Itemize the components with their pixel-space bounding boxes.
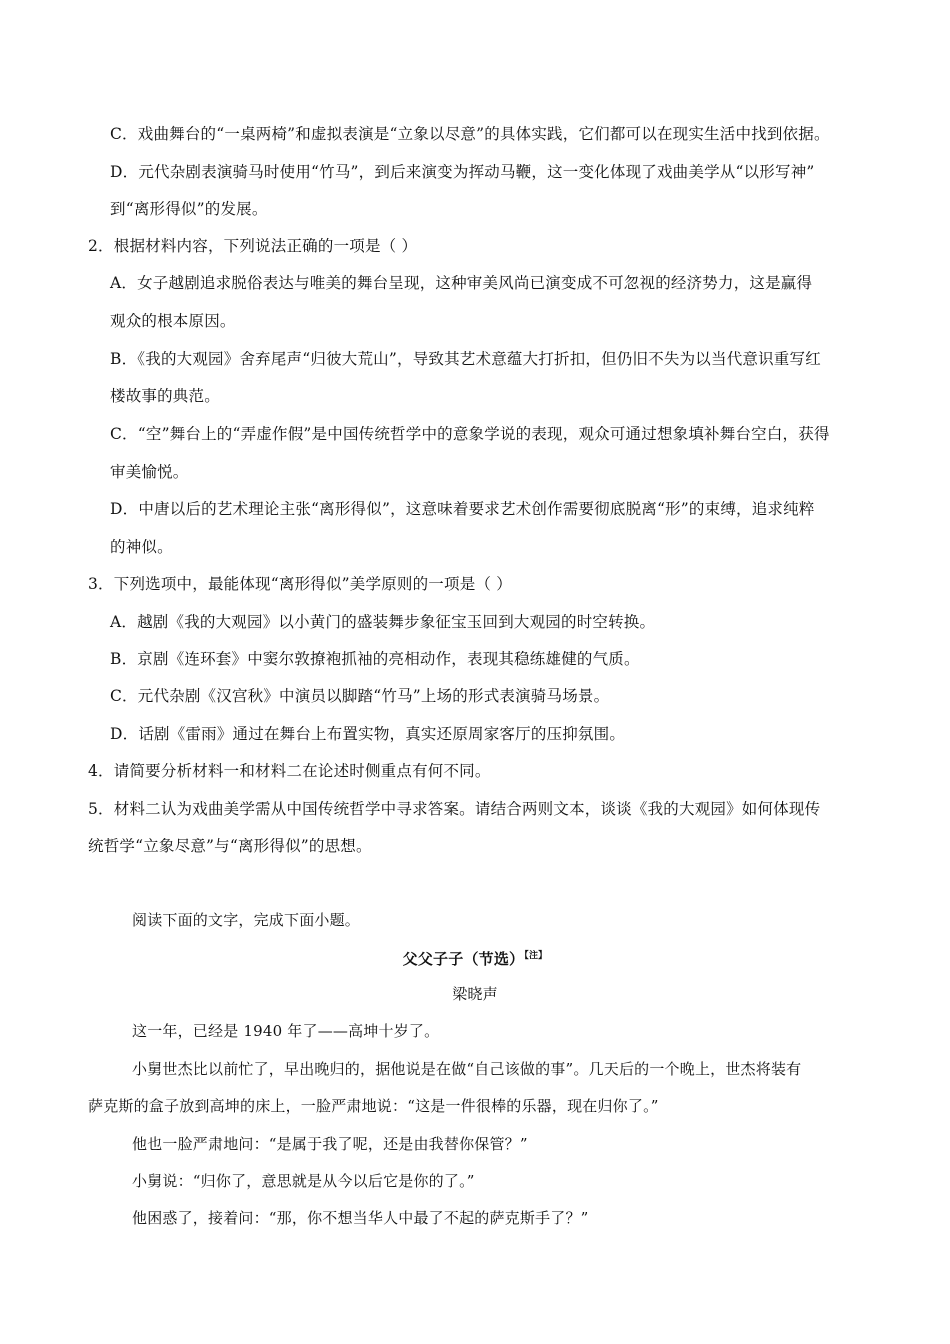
q5-stem-line2: 统哲学“立象尽意”与“离形得似”的思想。 bbox=[88, 837, 372, 855]
reading-title-note: 【注】 bbox=[524, 951, 548, 961]
q3-option-b: B．京剧《连环套》中窦尔敦撩袍抓袖的亮相动作，表现其稳练雄健的气质。 bbox=[110, 650, 640, 668]
q3-option-d: D．话剧《雷雨》通过在舞台上布置实物，真实还原周家客厅的压抑氛围。 bbox=[110, 725, 626, 743]
reading-paragraph: 他困惑了，接着问：“那，你不想当华人中最了不起的萨克斯手了？” bbox=[132, 1209, 589, 1227]
q3-option-c: C．元代杂剧《汉宫秋》中演员以脚踏“竹马”上场的形式表演骑马场景。 bbox=[110, 687, 610, 705]
q2-option-a-line2: 观众的根本原因。 bbox=[110, 312, 236, 330]
q2-option-d-line2: 的神似。 bbox=[110, 538, 173, 556]
reading-paragraph: 这一年，已经是 1940 年了——高坤十岁了。 bbox=[132, 1022, 440, 1040]
reading-paragraph-continuation: 萨克斯的盒子放到高坤的床上，一脸严肃地说：“这是一件很棒的乐器，现在归你了。” bbox=[88, 1097, 659, 1115]
q2-option-b-line2: 楼故事的典范。 bbox=[110, 387, 220, 405]
q3-stem: 3．下列选项中，最能体现“离形得似”美学原则的一项是（ ） bbox=[88, 575, 512, 593]
reading-title bbox=[0, 946, 950, 969]
reading-instruction: 阅读下面的文字，完成下面小题。 bbox=[132, 911, 361, 929]
reading-paragraph: 他也一脸严肃地问：“是属于我了呢，还是由我替你保管？” bbox=[132, 1135, 528, 1153]
q2-option-c-line1: C．“空”舞台上的“弄虚作假”是中国传统哲学中的意象学说的表现，观众可通过想象填补舞台空白，获得 bbox=[110, 425, 830, 443]
q1-option-d-line2: 到“离形得似”的发展。 bbox=[110, 200, 268, 218]
q1-option-d-line1: D．元代杂剧表演骑马时使用“竹马”，到后来演变为挥动马鞭，这一变化体现了戏曲美学从“以形写神” bbox=[110, 163, 815, 181]
reading-paragraph: 小舅世杰比以前忙了，早出晚归的，据他说是在做“自己该做的事”。几天后的一个晚上，世杰将装有 bbox=[132, 1060, 802, 1078]
q5-stem-line1: 5．材料二认为戏曲美学需从中国传统哲学中寻求答案。请结合两则文本，谈谈《我的大观园》如何体现传 bbox=[88, 800, 821, 818]
q2-option-c-line2: 审美愉悦。 bbox=[110, 463, 189, 481]
reading-paragraph: 小舅说：“归你了，意思就是从今以后它是你的了。” bbox=[132, 1172, 475, 1190]
reading-author: 梁晓声 bbox=[452, 985, 498, 1003]
q4-stem: 4．请简要分析材料一和材料二在论述时侧重点有何不同。 bbox=[88, 762, 491, 780]
reading-title-text: 父父子子（节选） bbox=[402, 950, 525, 968]
q2-option-a-line1: A．女子越剧追求脱俗表达与唯美的舞台呈现，这种审美风尚已演变成不可忽视的经济势力，这是赢得 bbox=[110, 274, 813, 292]
q1-option-c: C．戏曲舞台的“一桌两椅”和虚拟表演是“立象以尽意”的具体实践，它们都可以在现实生活中找到依据。 bbox=[110, 125, 830, 143]
q2-option-b-line1: B．《我的大观园》舍弃尾声“归彼大荒山”，导致其艺术意蕴大打折扣，但仍旧不失为以当代意识重写红 bbox=[110, 350, 821, 368]
q3-option-a: A．越剧《我的大观园》以小黄门的盛装舞步象征宝玉回到大观园的时空转换。 bbox=[110, 613, 656, 631]
q2-stem: 2．根据材料内容，下列说法正确的一项是（ ） bbox=[88, 237, 418, 255]
q2-option-d-line1: D．中唐以后的艺术理论主张“离形得似”，这意味着要求艺术创作需要彻底脱离“形”的束缚，追求纯粹 bbox=[110, 500, 815, 518]
